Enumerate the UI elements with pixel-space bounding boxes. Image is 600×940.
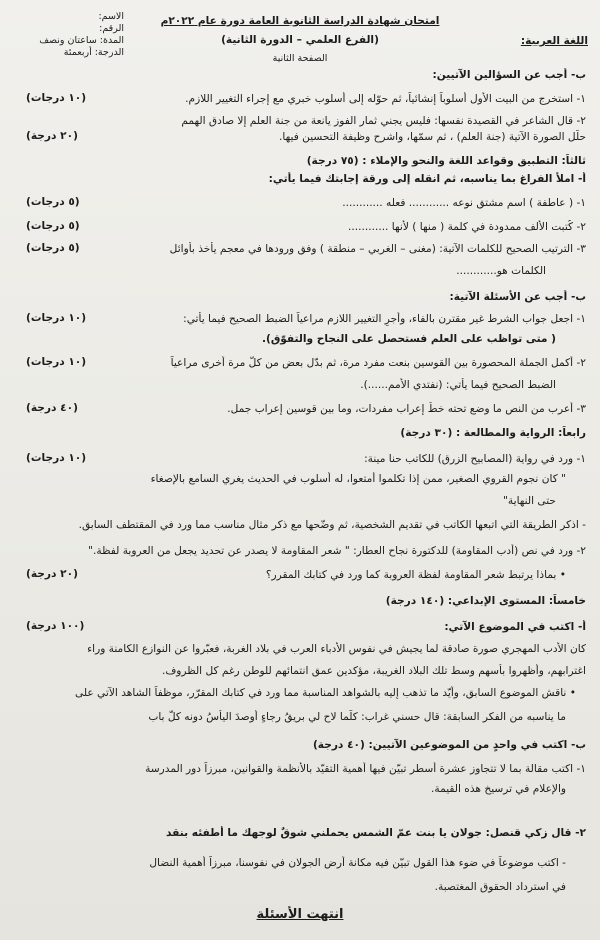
subject-label: اللغة العربية:: [520, 35, 588, 47]
exam-line: اغترابهم، وأظهروا بأسهم وسط تلك البلاد الغريبة، مؤكدين عمق انتمائهم للوطن رغم كل الظروف.: [161, 665, 586, 677]
exam-line: " كان نجوم القروي الصغير، ممن إذا تكلموا أمتعوا، له أسلوب في الحديث يغري السامع بالإصغاء: [150, 473, 566, 485]
exam-line: خامساً: المستوى الإبداعي: (١٤٠ درجة): [385, 595, 586, 607]
grade-mark: (٥ درجات): [26, 220, 80, 232]
exam-line: ١- ورد في رواية (المصابيح الزرق) للكاتب حنا مينة:: [364, 453, 586, 465]
exam-line: حتى النهاية": [503, 495, 556, 507]
grade-mark: (٥ درجات): [26, 196, 80, 208]
grade-mark: (٤٠ درجة): [26, 402, 78, 414]
duration-field: المدة: ساعتان ونصف: [39, 35, 124, 46]
exam-line: أ- اكتب في الموضوع الآتي:: [444, 621, 586, 633]
exam-line: والإعلام في ترسيخ هذه القيمة.: [431, 783, 566, 795]
grade-mark: (١٠ درجات): [26, 92, 87, 104]
exam-line: • ناقش الموضوع السابق، وأيّد ما تذهب إليه بالشواهد المناسبة مما ورد في كتابك المقرّر، موظفاً الشاهد الآتي على: [75, 687, 576, 699]
exam-line: ما يناسبه من الفكر السابقة: قال حسني غراب: كلّما لاح لي بريقُ رجاءٍ أوصدَ اليأسُ دونه كلَّ باب: [148, 711, 566, 723]
exam-line: ٢- كُتبت الألف ممدودة في كلمة ( منها ) لأنها ............: [348, 221, 586, 233]
exam-line: ٢- أكمل الجملة المحصورة بين القوسين بنعت مفرد مرة، ثم بدّل بعض من كلّ مرة أخرى مراعياً: [170, 357, 586, 369]
exam-line: ب- اكتب في واحدٍ من الموضوعين الآتيين: (٤٠ درجة): [312, 739, 586, 751]
exam-line: ثالثاً: التطبيق وقواعد اللغة والنحو والإملاء : (٧٥ درجة): [306, 155, 586, 167]
exam-line: في استرداد الحقوق المغتصبة.: [434, 881, 566, 893]
exam-line: - اكتب موضوعاً في ضوء هذا القول تبيّن فيه مكانة أرض الجولان في نفوسنا، مبرزاً أهمية النضال: [149, 857, 566, 869]
exam-line: حلّل الصورة الآتية (جنة العلم) ، ثم سمّها، واشرح وظيفة التحسين فيها.: [279, 131, 586, 143]
grade-mark: (١٠ درجات): [26, 356, 87, 368]
exam-line: - اذكر الطريقة التي اتبعها الكاتب في تقديم الشخصية، ثم وضّحها مع ذكر مثال مناسب مما ورد في المقتطف السابق.: [78, 519, 586, 531]
name-field: الاسم:: [98, 11, 124, 22]
exam-title: امتحان شهادة الدراسة الثانوية العامة دورة عام ٢٠٢٢م: [160, 15, 440, 27]
exam-line: ٢- قال زكي قنصل: جولان يا بنت عمّ الشمس يحملني شوقٌ لوجهك ما أطفئه بنقد: [166, 827, 586, 839]
exam-line: الكلمات هو............: [456, 265, 546, 277]
exam-line: ( متى تواظب على العلم فستحصل على النجاح والتفوّق).: [261, 333, 556, 345]
exam-line: • بماذا يرتبط شعر المقاومة لفظة العروبة كما ورد في كتابك المقرر؟: [265, 569, 566, 581]
grade-mark: (١٠٠ درجة): [26, 620, 85, 632]
exam-line: ١- اكتب مقالة بما لا تتجاوز عشرة أسطر تبيّن فيها أهمية التقيّد بالأنظمة والقوانين، مبرزاً دور المدرسة: [145, 763, 586, 775]
grade-mark: (٢٠ درجة): [26, 130, 78, 142]
exam-line: أ- املأ الفراغ بما يناسبه، ثم انقله إلى ورقة إجابتك فيما يأتي:: [268, 173, 586, 185]
exam-branch: (الفرع العلمي – الدورة الثانية): [221, 34, 379, 46]
grade-mark: (٢٠ درجة): [26, 568, 78, 580]
grade-mark: (١٠ درجات): [26, 312, 87, 324]
exam-line: رابعاً: الرواية والمطالعة : (٣٠ درجة): [400, 427, 586, 439]
grade-mark: (٥ درجات): [26, 242, 80, 254]
exam-line: ب- أجب عن السؤالين الآتيين:: [432, 69, 586, 81]
exam-line: ٢- ورد في نص (أدب المقاومة) للدكتورة نجاح العطار: " شعر المقاومة لا يصدر عن تحديد يجعل من العروبة لفظة.": [88, 545, 586, 557]
page-number: الصفحة الثانية: [272, 53, 328, 64]
exam-line: ١- ( عاطفة ) اسم مشتق نوعه ............ فعله ............: [342, 197, 586, 209]
exam-line: الضبط الصحيح فيما يأتي: (نفتدي الأمم......).: [360, 379, 556, 391]
grade-mark: (١٠ درجات): [26, 452, 87, 464]
exam-line: ب- أجب عن الأسئلة الآتية:: [449, 291, 586, 303]
exam-line: ١- اجعل جواب الشرط غير مقترن بالفاء، وأجرِ التغيير اللازم مراعياً الضبط الصحيح فيما يأتي:: [183, 313, 586, 325]
exam-line: ٢- قال الشاعر في القصيدة نفسها: فليس يجني ثمار الفوز يانعة من جنة العلم إلا صادق الهمم: [181, 115, 586, 127]
exam-line: ٣- أعرب من النص ما وضع تحته خطٌ إعراب مفردات، وما بين قوسين إعراب جمل.: [227, 403, 586, 415]
grade-field: الدرجة: أربعمئة: [63, 47, 124, 58]
exam-line: ٣- الترتيب الصحيح للكلمات الآتية: (مغنى – الغربي – منطقة ) وفق ورودها في معجم يأخذ بأوائل: [169, 243, 586, 255]
end-of-questions: انتهت الأسئلة: [256, 907, 344, 922]
number-field: الرقم:: [99, 23, 124, 34]
exam-line: ١- استخرج من البيت الأول أسلوباً إنشائياً، ثم حوّله إلى أسلوب خبري مع إجراء التغيير اللازم.: [185, 93, 586, 105]
exam-line: كان الأدب المهجري صورة صادقة لما يجيش في نفوس الأدباء العرب في بلاد الغربة، فعبّروا عن النوازع الكامنة وراء: [87, 643, 586, 655]
